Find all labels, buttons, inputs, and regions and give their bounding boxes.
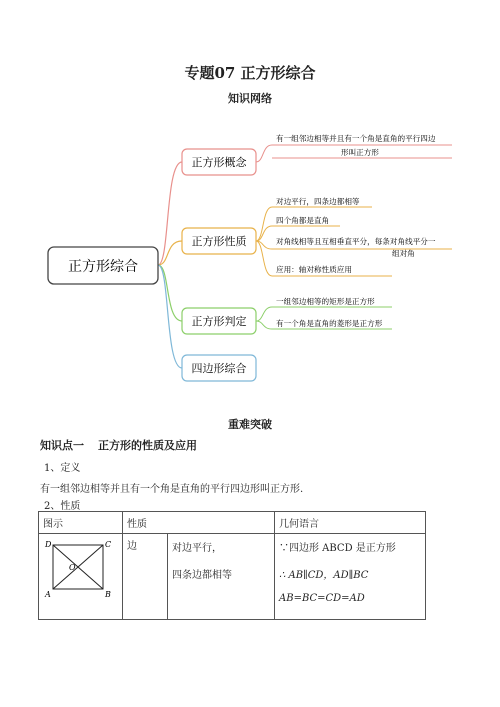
center-o: O [69, 563, 76, 572]
property-line-2: 四条边都相等 [172, 570, 232, 581]
leaf-property-3b: 组对角 [392, 249, 415, 258]
item-definition: 1、定义 [44, 463, 81, 474]
figure-cell [39, 534, 123, 620]
header-geometry: 几何语言 [275, 512, 426, 534]
knowledge-point-label: 知识点一 [40, 439, 84, 452]
geometry-line-1: ∵四边形 ABCD 是正方形 [279, 543, 396, 554]
leaf-property-1: 对边平行，四条边都相等 [276, 197, 360, 206]
vertex-a: A [45, 590, 51, 599]
leaf-judgement-2: 有一个角是直角的菱形是正方形 [276, 319, 383, 328]
leaf-property-4: 应用：轴对称性质应用 [276, 265, 352, 274]
branch-property: 正方形性质 [191, 235, 247, 248]
vertex-c: C [105, 540, 112, 549]
connector-quadrilateral [158, 265, 182, 368]
property-line-1: 对边平行， [172, 543, 222, 554]
page-title: 专题07 正方形综合 [184, 64, 316, 82]
geometry-line-3: AB=BC=CD=AD [279, 593, 365, 604]
knowledge-point-title: 正方形的性质及应用 [98, 439, 197, 452]
vertex-b: B [105, 590, 111, 599]
header-figure: 图示 [39, 512, 123, 534]
branch-judgement: 正方形判定 [191, 315, 247, 328]
branch-quadrilateral: 四边形综合 [191, 362, 247, 375]
leaf-judgement-1: 一组邻边相等的矩形是正方形 [276, 297, 375, 306]
property-cell [168, 534, 275, 620]
definition-text: 有一组邻边相等并且有一个角是直角的平行四边形叫正方形. [40, 484, 304, 495]
connector-judgement [158, 265, 182, 321]
mind-map [0, 110, 500, 400]
square-figure [43, 537, 115, 599]
geometry-line-2: ∴ AB∥CD，AD∥BC [279, 570, 369, 581]
knowledge-point-heading [40, 437, 211, 453]
item-properties: 2、性质 [44, 501, 81, 512]
aspect-cell: 边 [123, 534, 168, 620]
vertex-d: D [45, 540, 52, 549]
leaf-concept-2: 形叫正方形 [341, 148, 379, 157]
leaf-property-2: 四个角都是直角 [276, 216, 330, 225]
properties-table [38, 511, 426, 620]
page-subtitle: 知识网络 [228, 92, 272, 105]
mindmap-root: 正方形综合 [68, 259, 138, 275]
section-title: 重难突破 [228, 418, 272, 431]
leaf-property-3: 对角线相等且互相垂直平分，每条对角线平分一 [276, 237, 436, 246]
header-property: 性质 [123, 512, 275, 534]
branch-concept: 正方形概念 [191, 156, 247, 169]
geometry-cell [275, 534, 426, 620]
leaf-concept-1: 有一组邻边相等并且有一个角是直角的平行四边 [276, 134, 436, 143]
